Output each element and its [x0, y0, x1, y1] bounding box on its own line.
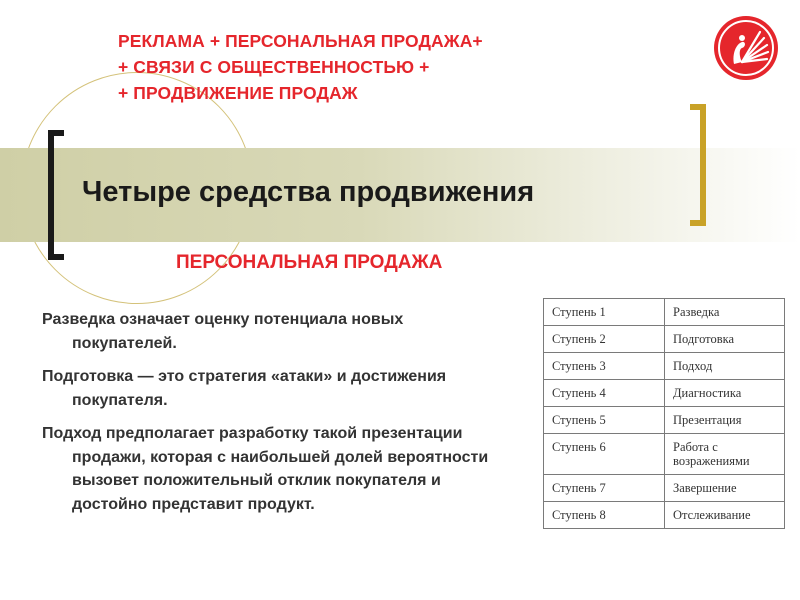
body-text: [42, 308, 512, 526]
table-row: [544, 475, 785, 502]
table-row: [544, 380, 785, 407]
step-number-cell: Ступень 4: [544, 380, 665, 407]
table-row: [544, 407, 785, 434]
table-row: [544, 353, 785, 380]
step-number-cell: Ступень 1: [544, 299, 665, 326]
paragraph: Подход предполагает разработку такой презентации продажи, которая с наибольшей долей вероятности вызовет положительный отклик покупателя и достойно представит продукт.: [42, 425, 489, 513]
paragraph: Разведка означает оценку потенциала новых покупателей.: [42, 311, 404, 352]
left-bracket-decoration: [48, 130, 64, 260]
steps-table: [543, 298, 785, 529]
step-number-cell: Ступень 3: [544, 353, 665, 380]
step-name-cell: Подход: [665, 353, 785, 380]
table-row: [544, 434, 785, 475]
header-line-2: + СВЯЗИ С ОБЩЕСТВЕННОСТЬЮ +: [118, 57, 430, 77]
step-name-cell: Отслеживание: [665, 502, 785, 529]
paragraph: Подготовка — это стратегия «атаки» и достижения покупателя.: [42, 368, 447, 409]
step-name-cell: Завершение: [665, 475, 785, 502]
step-name-cell: Работа с возражениями: [665, 434, 785, 475]
section-subtitle: ПЕРСОНАЛЬНАЯ ПРОДАЖА: [176, 252, 443, 273]
header-line-1: РЕКЛАМА + ПЕРСОНАЛЬНАЯ ПРОДАЖА+: [118, 31, 483, 51]
step-number-cell: Ступень 8: [544, 502, 665, 529]
step-name-cell: Подготовка: [665, 326, 785, 353]
table-row: [544, 502, 785, 529]
step-number-cell: Ступень 2: [544, 326, 665, 353]
step-number-cell: Ступень 6: [544, 434, 665, 475]
step-number-cell: Ступень 5: [544, 407, 665, 434]
step-number-cell: Ступень 7: [544, 475, 665, 502]
header-text: [118, 28, 678, 106]
table-row: [544, 326, 785, 353]
peacock-logo-icon: [712, 14, 780, 82]
page-title: Четыре средства продвижения: [82, 176, 535, 208]
step-name-cell: Презентация: [665, 407, 785, 434]
table-row: [544, 299, 785, 326]
step-name-cell: Разведка: [665, 299, 785, 326]
right-bracket-decoration: [690, 104, 706, 226]
step-name-cell: Диагностика: [665, 380, 785, 407]
header-line-3: + ПРОДВИЖЕНИЕ ПРОДАЖ: [118, 83, 358, 103]
